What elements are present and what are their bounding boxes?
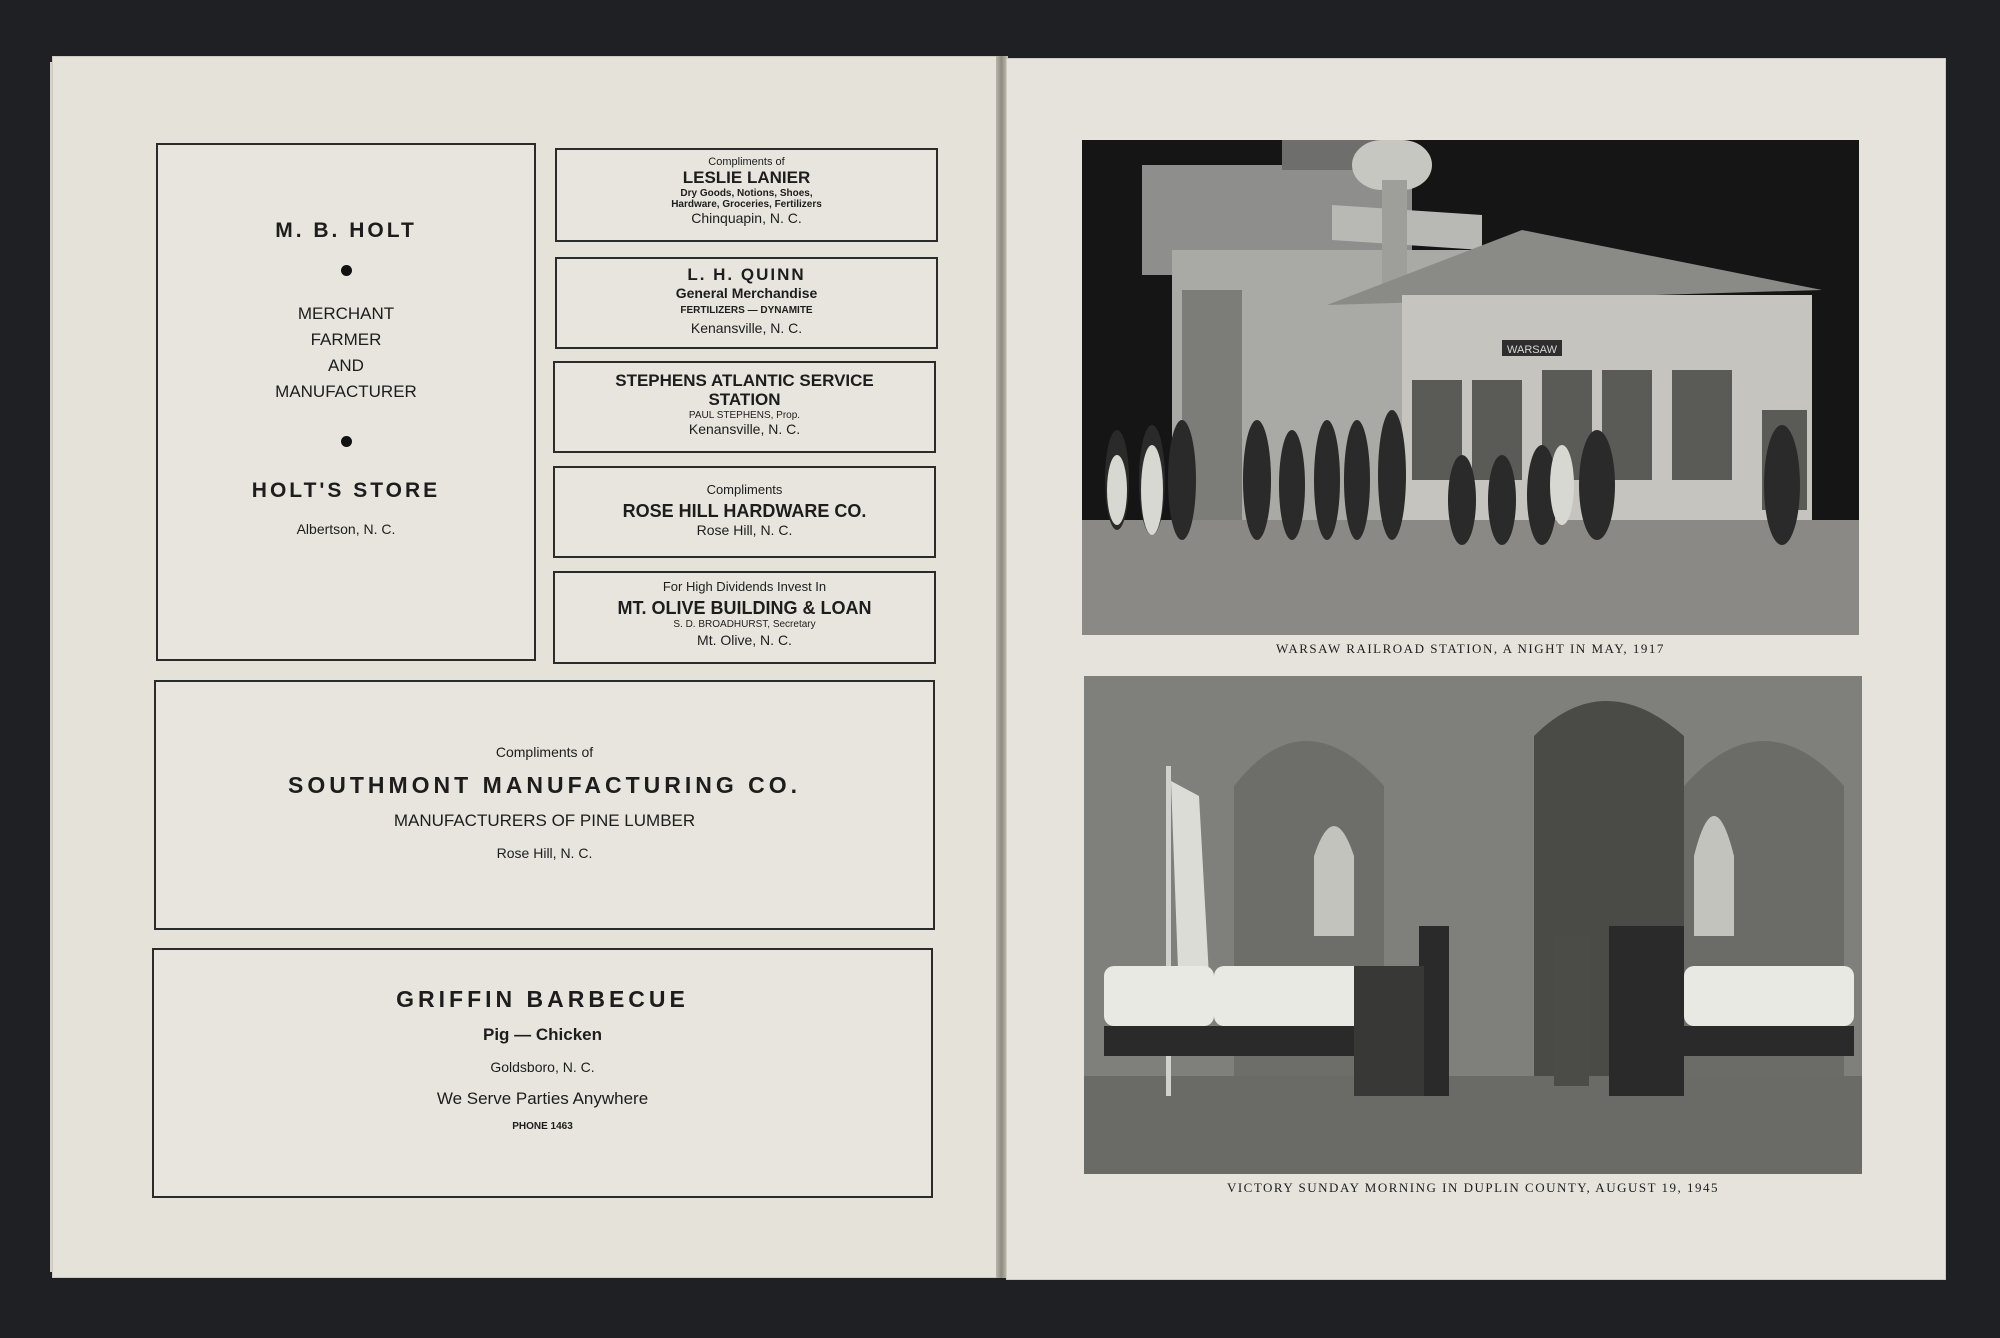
- photo-caption: WARSAW RAILROAD STATION, A NIGHT IN MAY, 1917: [1276, 641, 1665, 656]
- southmont-sub: MANUFACTURERS OF PINE LUMBER: [393, 811, 696, 830]
- olive-sec: S. D. BROADHURST, Secretary: [673, 619, 816, 630]
- holt-store: HOLT'S STORE: [251, 479, 441, 502]
- griffin-name: GRIFFIN BARBECUE: [396, 986, 689, 1012]
- rosehill-location: Rose Hill, N. C.: [696, 522, 793, 538]
- quinn-goods: FERTILIZERS — DYNAMITE: [680, 305, 813, 316]
- ad-lanier: [555, 148, 938, 242]
- ad-stephens: [553, 361, 936, 453]
- griffin-sub: Pig — Chicken: [482, 1025, 603, 1044]
- olive-name: MT. OLIVE BUILDING & LOAN: [617, 598, 872, 618]
- stephens-name: STEPHENS ATLANTIC SERVICE: [615, 371, 874, 390]
- griffin-phone: PHONE 1463: [512, 1121, 573, 1132]
- lanier-name: LESLIE LANIER: [682, 168, 811, 187]
- ad-griffin: [152, 948, 933, 1198]
- southmont-pre: Compliments of: [495, 744, 594, 760]
- southmont-name: SOUTHMONT MANUFACTURING CO.: [287, 772, 802, 798]
- rosehill-pre: Compliments: [706, 482, 783, 497]
- ad-quinn: [555, 257, 938, 349]
- olive-pre: For High Dividends Invest In: [662, 579, 827, 594]
- holt-line: FARMER: [310, 330, 382, 349]
- bullet-icon: [341, 436, 352, 447]
- quinn-name: L. H. QUINN: [687, 265, 806, 284]
- stephens-name: STATION: [708, 390, 781, 409]
- quinn-sub: General Merchandise: [675, 285, 818, 301]
- bullet-icon: [341, 265, 352, 276]
- southmont-location: Rose Hill, N. C.: [496, 845, 593, 861]
- photo-victory-sunday: [1084, 676, 1862, 1174]
- stephens-location: Kenansville, N. C.: [688, 421, 801, 437]
- lanier-goods: Dry Goods, Notions, Shoes,: [680, 188, 813, 199]
- olive-location: Mt. Olive, N. C.: [697, 632, 792, 648]
- griffin-location: Goldsboro, N. C.: [490, 1059, 595, 1075]
- photo-caption: VICTORY SUNDAY MORNING IN DUPLIN COUNTY, AUGUST 19, 1945: [1226, 1180, 1720, 1195]
- rosehill-name: ROSE HILL HARDWARE CO.: [622, 501, 867, 521]
- holt-location: Albertson, N. C.: [296, 521, 396, 537]
- stephens-prop: PAUL STEPHENS, Prop.: [688, 410, 801, 421]
- lanier-goods: Hardware, Groceries, Fertilizers: [671, 199, 822, 210]
- griffin-slogan: We Serve Parties Anywhere: [436, 1089, 649, 1108]
- holt-line: MANUFACTURER: [275, 382, 417, 401]
- ad-rosehill: [553, 466, 936, 558]
- photo-warsaw-station: [1082, 140, 1859, 635]
- quinn-location: Kenansville, N. C.: [690, 320, 803, 336]
- ad-olive: [553, 571, 936, 664]
- ad-southmont: [154, 680, 935, 930]
- holt-name: M. B. HOLT: [275, 219, 417, 242]
- lanier-location: Chinquapin, N. C.: [691, 210, 802, 226]
- warsaw-sign: WARSAW: [1507, 344, 1557, 356]
- ad-holt: [156, 143, 536, 661]
- holt-line: AND: [328, 356, 364, 375]
- lanier-pre: Compliments of: [708, 156, 785, 168]
- holt-line: MERCHANT: [297, 304, 395, 323]
